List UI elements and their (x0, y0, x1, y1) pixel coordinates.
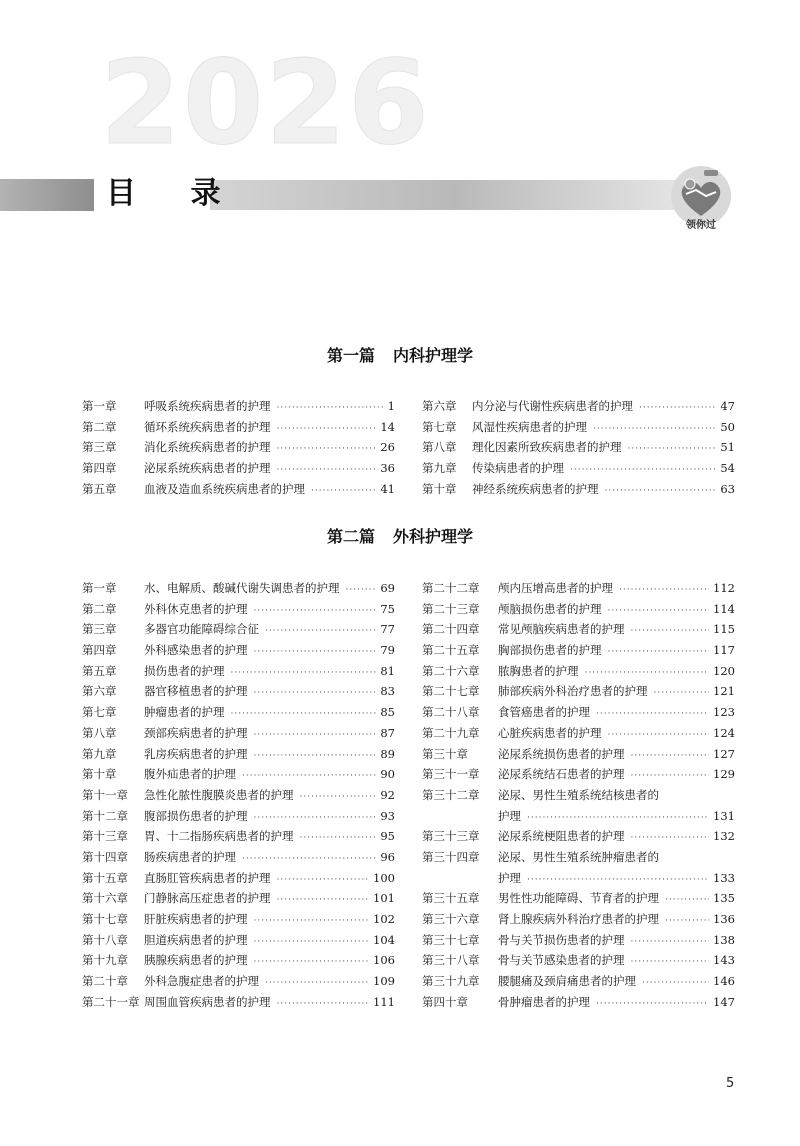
toc-entry[interactable] (82, 930, 395, 951)
toc-leader-dots (277, 890, 370, 911)
toc-leader-dots (254, 746, 377, 767)
toc-entry[interactable] (422, 971, 735, 992)
toc-chapter-title: 消化系统疾病患者的护理 (144, 440, 271, 455)
toc-chapter-number: 第二十七章 (422, 684, 480, 699)
toc-chapter-title: 胆道疾病患者的护理 (144, 932, 248, 947)
toc-leader-dots (254, 725, 377, 746)
toc-entry[interactable] (422, 437, 735, 458)
toc-leader-dots (311, 481, 376, 502)
toc-page-number: 106 (373, 953, 395, 968)
toc-leader-dots (254, 808, 377, 829)
toc-entry[interactable] (82, 458, 395, 479)
toc-chapter-title: 骨与关节感染患者的护理 (498, 953, 625, 968)
toc-leader-dots (593, 419, 716, 440)
toc-leader-dots (631, 828, 710, 849)
toc-page-number: 95 (380, 829, 395, 844)
toc-leader-dots (254, 683, 377, 704)
toc-entry[interactable] (82, 619, 395, 640)
toc-page-number: 14 (380, 419, 395, 434)
toc-chapter-number: 第四章 (82, 643, 117, 658)
toc-leader-dots (631, 932, 710, 953)
page-number: 5 (726, 1076, 735, 1091)
toc-leader-dots (654, 683, 710, 704)
toc-entry[interactable] (82, 599, 395, 620)
toc-entry[interactable] (422, 396, 735, 417)
toc-entry[interactable] (82, 971, 395, 992)
toc-chapter-number: 第十七章 (82, 912, 128, 926)
toc-leader-dots (608, 642, 710, 663)
toc-leader-dots (631, 621, 710, 642)
toc-chapter-title: 肝脏疾病患者的护理 (144, 912, 248, 926)
toc-chapter-title: 乳房疾病患者的护理 (144, 746, 248, 761)
toc-chapter-title: 周围血管疾病患者的护理 (144, 994, 271, 1009)
toc-entry[interactable] (82, 806, 395, 827)
toc-page-number: 63 (720, 481, 735, 496)
toc-leader-dots (277, 870, 370, 891)
toc-chapter-number: 第九章 (82, 746, 117, 761)
toc-chapter-number: 第三十三章 (422, 829, 480, 844)
toc-chapter-title: 肿瘤患者的护理 (144, 705, 225, 720)
toc-page-number: 83 (380, 684, 395, 699)
toc-chapter-number: 第二十八章 (422, 705, 480, 720)
toc-leader-dots (570, 460, 716, 481)
toc-chapter-title: 肾上腺疾病外科治疗患者的护理 (498, 912, 659, 926)
toc-page-number: 112 (713, 581, 735, 595)
toc-leader-dots (254, 952, 370, 973)
toc-entry[interactable] (422, 992, 735, 1013)
toc-chapter-title: 泌尿系统结石患者的护理 (498, 767, 625, 782)
toc-chapter-number: 第四章 (82, 461, 117, 476)
toc-leader-dots (642, 973, 709, 994)
toc-chapter-number: 第十九章 (82, 953, 128, 968)
toc-chapter-title: 门静脉高压症患者的护理 (144, 891, 271, 906)
toc-page-number: 79 (380, 643, 395, 658)
toc-chapter-number: 第一章 (82, 581, 117, 595)
part1-heading-title: 内科护理学 (393, 346, 474, 365)
toc-page-number: 93 (380, 808, 395, 823)
toc-chapter-number: 第十一章 (82, 787, 128, 802)
toc-chapter-number: 第三十章 (422, 746, 468, 761)
toc-leader-dots (631, 952, 710, 973)
toc-chapter-number: 第十二章 (82, 808, 128, 823)
toc-chapter-number: 第十章 (82, 767, 117, 782)
toc-entry[interactable] (82, 868, 395, 889)
toc-page-number: 136 (713, 912, 735, 926)
toc-entry[interactable] (422, 868, 735, 889)
toc-entry[interactable] (422, 640, 735, 661)
page-title: 目 录 (106, 176, 243, 211)
toc-page-number: 77 (380, 622, 395, 637)
toc-page-number: 109 (373, 974, 395, 989)
part2-right-column (422, 578, 735, 1012)
toc-page-number: 1 (387, 399, 395, 413)
toc-leader-dots (277, 398, 384, 419)
toc-page-number: 124 (713, 725, 735, 740)
toc-chapter-title: 损伤患者的护理 (144, 663, 225, 678)
toc-entry[interactable] (82, 417, 395, 438)
toc-entry[interactable] (82, 992, 395, 1013)
toc-chapter-number: 第二十六章 (422, 663, 480, 678)
part1-heading-number: 第一篇 (326, 346, 375, 365)
toc-chapter-number: 第十六章 (82, 891, 128, 906)
toc-chapter-title: 外科感染患者的护理 (144, 643, 248, 658)
toc-leader-dots (619, 580, 709, 601)
toc-leader-dots (665, 911, 709, 932)
toc-chapter-number: 第三十一章 (422, 767, 480, 782)
part1-right-column (422, 396, 735, 499)
toc-leader-dots (605, 481, 717, 502)
toc-page-number: 75 (380, 601, 395, 616)
toc-chapter-title: 风湿性疾病患者的护理 (472, 419, 587, 434)
toc-chapter-number: 第二十五章 (422, 643, 480, 658)
toc-chapter-title: 颈部疾病患者的护理 (144, 725, 248, 740)
toc-page-number: 90 (380, 767, 395, 782)
toc-chapter-title: 颅脑损伤患者的护理 (498, 601, 602, 616)
toc-entry[interactable] (422, 479, 735, 500)
toc-chapter-title: 泌尿系统疾病患者的护理 (144, 461, 271, 476)
toc-entry[interactable] (422, 826, 735, 847)
toc-chapter-number: 第三十六章 (422, 912, 480, 926)
toc-chapter-number: 第二十章 (82, 974, 128, 989)
toc-page-number: 26 (380, 440, 395, 455)
toc-chapter-number: 第八章 (82, 725, 117, 740)
toc-entry[interactable] (422, 681, 735, 702)
toc-chapter-title: 内分泌与代谢性疾病患者的护理 (472, 399, 633, 413)
toc-chapter-title: 泌尿系统损伤患者的护理 (498, 746, 625, 761)
toc-entry[interactable] (422, 950, 735, 971)
toc-page-number: 114 (713, 601, 735, 616)
toc-chapter-title: 男性性功能障碍、节育者的护理 (498, 891, 659, 906)
toc-chapter-title: 泌尿、男性生殖系统肿瘤患者的 (498, 849, 659, 864)
toc-entry[interactable] (422, 723, 735, 744)
toc-page-number: 120 (713, 663, 735, 678)
toc-entry[interactable] (422, 847, 735, 868)
toc-entry[interactable] (82, 702, 395, 723)
toc-chapter-title: 肺部疾病外科治疗患者的护理 (498, 684, 648, 699)
toc-entry[interactable] (422, 417, 735, 438)
toc-leader-dots (254, 601, 377, 622)
toc-chapter-title: 外科休克患者的护理 (144, 601, 248, 616)
toc-page-number: 146 (713, 974, 735, 989)
toc-entry[interactable] (422, 909, 735, 930)
toc-leader-dots (300, 787, 377, 808)
toc-chapter-title: 胸部损伤患者的护理 (498, 643, 602, 658)
toc-chapter-title: 传染病患者的护理 (472, 461, 564, 476)
toc-leader-dots (277, 419, 377, 440)
toc-chapter-number: 第二十二章 (422, 581, 480, 595)
toc-page-number: 127 (713, 746, 735, 761)
toc-entry[interactable] (422, 578, 735, 599)
toc-page-number: 135 (713, 891, 735, 906)
toc-chapter-title: 理化因素所致疾病患者的护理 (472, 440, 622, 455)
part2-heading-number: 第二篇 (326, 527, 375, 546)
toc-page-number: 51 (720, 440, 735, 455)
toc-chapter-number: 第三十二章 (422, 787, 480, 802)
toc-chapter-number: 第七章 (422, 419, 457, 434)
toc-leader-dots (231, 704, 377, 725)
title-band-left (0, 179, 94, 211)
toc-leader-dots (242, 766, 376, 787)
toc-leader-dots (631, 766, 710, 787)
toc-entry[interactable] (82, 764, 395, 785)
toc-chapter-title: 护理 (498, 870, 521, 885)
toc-entry[interactable] (422, 930, 735, 951)
toc-page-number: 115 (713, 622, 735, 637)
toc-leader-dots (231, 663, 377, 684)
toc-chapter-number: 第二十九章 (422, 725, 480, 740)
toc-chapter-number: 第三十七章 (422, 932, 480, 947)
toc-entry[interactable] (422, 661, 735, 682)
toc-leader-dots (300, 828, 377, 849)
toc-chapter-number: 第二章 (82, 601, 117, 616)
toc-leader-dots (277, 994, 370, 1015)
part2-heading (0, 526, 800, 548)
toc-page-number: 138 (713, 932, 735, 947)
toc-chapter-title: 呼吸系统疾病患者的护理 (144, 399, 271, 413)
toc-page-number: 111 (373, 994, 395, 1009)
toc-entry[interactable] (422, 888, 735, 909)
toc-entry[interactable] (82, 847, 395, 868)
toc-entry[interactable] (422, 764, 735, 785)
toc-page-number: 50 (720, 419, 735, 434)
toc-leader-dots (628, 439, 717, 460)
toc-page-number: 85 (380, 705, 395, 720)
toc-leader-dots (277, 460, 377, 481)
logo-text: 领你过 (686, 220, 716, 231)
toc-entry[interactable] (82, 437, 395, 458)
toc-entry[interactable] (82, 479, 395, 500)
toc-leader-dots (608, 725, 710, 746)
toc-chapter-title: 骨肿瘤患者的护理 (498, 994, 590, 1009)
toc-page-number: 123 (713, 705, 735, 720)
toc-chapter-title: 腰腿痛及颈肩痛患者的护理 (498, 974, 636, 989)
toc-chapter-number: 第三十八章 (422, 953, 480, 968)
toc-page-number: 104 (373, 932, 395, 947)
toc-chapter-number: 第二十一章 (82, 994, 140, 1009)
toc-chapter-title: 护理 (498, 808, 521, 823)
toc-entry[interactable] (82, 950, 395, 971)
toc-page-number: 36 (380, 461, 395, 476)
toc-chapter-title: 器官移植患者的护理 (144, 684, 248, 699)
toc-page-number: 129 (713, 767, 735, 782)
part1-left-column (82, 396, 395, 499)
toc-chapter-title: 常见颅脑疾病患者的护理 (498, 622, 625, 637)
toc-chapter-number: 第十章 (422, 481, 457, 496)
toc-chapter-number: 第十三章 (82, 829, 128, 844)
part2-heading-title: 外科护理学 (393, 527, 474, 546)
toc-chapter-title: 腹部损伤患者的护理 (144, 808, 248, 823)
toc-chapter-title: 胃、十二指肠疾病患者的护理 (144, 829, 294, 844)
year-watermark: 2026 (100, 36, 431, 171)
toc-entry[interactable] (82, 888, 395, 909)
toc-entry[interactable] (422, 744, 735, 765)
toc-page-number: 147 (713, 994, 735, 1009)
toc-entry[interactable] (422, 702, 735, 723)
toc-chapter-number: 第五章 (82, 481, 117, 496)
toc-leader-dots (585, 663, 710, 684)
part1-heading (0, 345, 800, 367)
toc-leader-dots (346, 580, 377, 601)
toc-chapter-number: 第八章 (422, 440, 457, 455)
toc-leader-dots (608, 601, 710, 622)
toc-entry[interactable] (82, 640, 395, 661)
toc-entry[interactable] (82, 396, 395, 417)
toc-page-number: 41 (380, 481, 395, 496)
toc-leader-dots (254, 911, 370, 932)
toc-entry[interactable] (422, 458, 735, 479)
toc-page-number: 47 (720, 399, 735, 413)
toc-entry[interactable] (82, 661, 395, 682)
toc-page-number: 131 (713, 808, 735, 823)
toc-chapter-number: 第七章 (82, 705, 117, 720)
toc-chapter-number: 第三十九章 (422, 974, 480, 989)
toc-chapter-number: 第十八章 (82, 932, 128, 947)
toc-leader-dots (265, 621, 376, 642)
toc-chapter-title: 水、电解质、酸碱代谢失调患者的护理 (144, 581, 340, 595)
toc-leader-dots (265, 973, 369, 994)
toc-chapter-title: 直肠肛管疾病患者的护理 (144, 870, 271, 885)
toc-chapter-title: 急性化脓性腹膜炎患者的护理 (144, 787, 294, 802)
toc-leader-dots (631, 746, 710, 767)
toc-entry[interactable] (422, 599, 735, 620)
toc-chapter-title: 神经系统疾病患者的护理 (472, 481, 599, 496)
toc-chapter-number: 第三十四章 (422, 849, 480, 864)
toc-chapter-title: 心脏疾病患者的护理 (498, 725, 602, 740)
toc-chapter-title: 血液及造血系统疾病患者的护理 (144, 481, 305, 496)
toc-chapter-number: 第九章 (422, 461, 457, 476)
toc-chapter-title: 多器官功能障碍综合征 (144, 622, 259, 637)
toc-chapter-title: 脓胸患者的护理 (498, 663, 579, 678)
toc-entry[interactable] (82, 826, 395, 847)
toc-leader-dots (254, 642, 377, 663)
toc-chapter-title: 外科急腹症患者的护理 (144, 974, 259, 989)
toc-page-number: 89 (380, 746, 395, 761)
toc-leader-dots (242, 849, 376, 870)
toc-page-number: 132 (713, 829, 735, 844)
toc-chapter-number: 第十四章 (82, 849, 128, 864)
toc-leader-dots (596, 704, 709, 725)
toc-page-number: 143 (713, 953, 735, 968)
toc-chapter-title: 泌尿系统梗阻患者的护理 (498, 829, 625, 844)
toc-entry[interactable] (422, 785, 735, 806)
toc-entry[interactable] (82, 681, 395, 702)
toc-page-number: 96 (380, 849, 395, 864)
toc-leader-dots (527, 808, 709, 829)
toc-page-number: 121 (713, 684, 735, 699)
toc-chapter-number: 第三章 (82, 440, 117, 455)
toc-page-number: 81 (380, 663, 395, 678)
toc-entry[interactable] (82, 578, 395, 599)
part2-left-column (82, 578, 395, 1012)
toc-leader-dots (665, 890, 709, 911)
toc-chapter-number: 第一章 (82, 399, 117, 413)
toc-entry[interactable] (82, 723, 395, 744)
toc-chapter-title: 胰腺疾病患者的护理 (144, 953, 248, 968)
toc-page-number: 101 (373, 891, 395, 906)
toc-entry[interactable] (82, 785, 395, 806)
toc-entry[interactable] (82, 744, 395, 765)
toc-chapter-title: 食管癌患者的护理 (498, 705, 590, 720)
toc-chapter-number: 第六章 (422, 399, 457, 413)
title-band-right (210, 180, 698, 210)
toc-page-number: 102 (373, 912, 395, 926)
toc-page-number: 87 (380, 725, 395, 740)
toc-chapter-title: 肠疾病患者的护理 (144, 849, 236, 864)
toc-page-number: 69 (380, 581, 395, 595)
toc-page-number: 100 (373, 870, 395, 885)
toc-leader-dots (527, 870, 709, 891)
toc-chapter-number: 第三章 (82, 622, 117, 637)
toc-chapter-number: 第六章 (82, 684, 117, 699)
toc-page-number: 133 (713, 870, 735, 885)
toc-page-number: 92 (380, 787, 395, 802)
toc-chapter-title: 腹外疝患者的护理 (144, 767, 236, 782)
toc-chapter-title: 循环系统疾病患者的护理 (144, 419, 271, 434)
toc-leader-dots (254, 932, 370, 953)
handshake-heart-icon (664, 164, 738, 234)
toc-chapter-title: 颅内压增高患者的护理 (498, 581, 613, 595)
toc-chapter-number: 第四十章 (422, 994, 468, 1009)
toc-page-number: 54 (720, 461, 735, 476)
toc-chapter-number: 第二章 (82, 419, 117, 434)
toc-chapter-number: 第三十五章 (422, 891, 480, 906)
toc-leader-dots (277, 439, 377, 460)
toc-chapter-number: 第二十三章 (422, 601, 480, 616)
toc-chapter-number: 第二十四章 (422, 622, 480, 637)
toc-leader-dots (596, 994, 709, 1015)
toc-page-number: 117 (713, 643, 735, 658)
toc-chapter-title: 骨与关节损伤患者的护理 (498, 932, 625, 947)
toc-leader-dots (639, 398, 716, 419)
toc-entry[interactable] (422, 619, 735, 640)
toc-chapter-number: 第十五章 (82, 870, 128, 885)
toc-chapter-number: 第五章 (82, 663, 117, 678)
toc-chapter-title: 泌尿、男性生殖系统结核患者的 (498, 787, 659, 802)
toc-entry[interactable] (82, 909, 395, 930)
toc-entry[interactable] (422, 806, 735, 827)
